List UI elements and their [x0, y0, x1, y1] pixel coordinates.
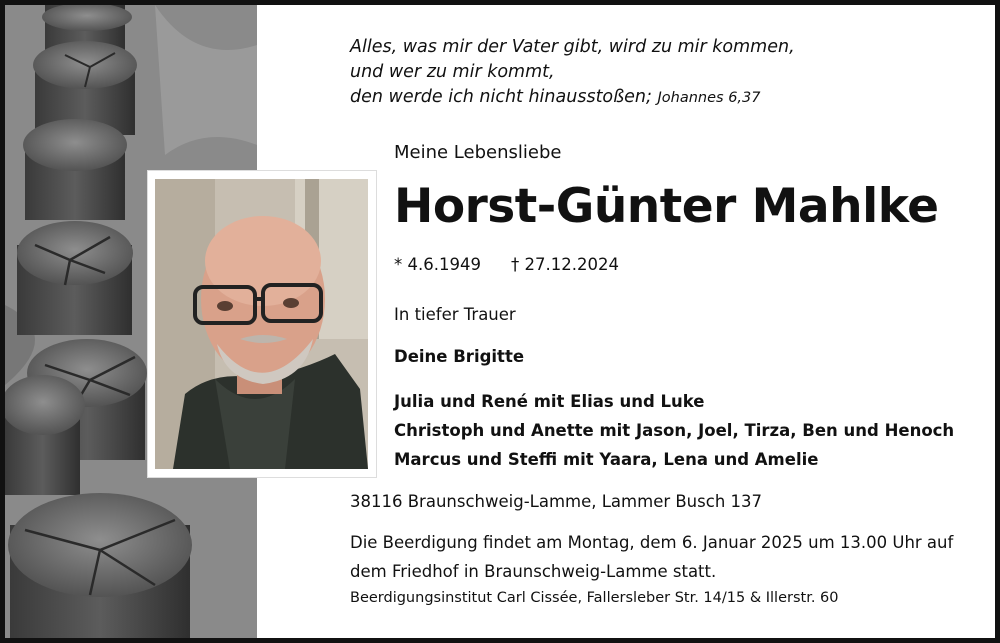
mourner-line: Christoph und Anette mit Jason, Joel, Tirza, Ben und Henoch: [394, 421, 955, 440]
bible-verse: [350, 35, 795, 111]
verse-line-1: Alles, was mir der Vater gibt, wird zu mir kommen,: [350, 37, 795, 57]
life-dates: [394, 255, 619, 274]
verse-line-2: und wer zu mir kommt,: [350, 62, 555, 82]
mourning-line: In tiefer Trauer: [394, 305, 516, 324]
intro-text: Meine Lebensliebe: [394, 142, 562, 163]
death-date: † 27.12.2024: [510, 255, 619, 274]
portrait-photo: [155, 179, 368, 469]
verse-line-3-text: den werde ich nicht hinausstoßen;: [350, 87, 652, 107]
portrait-frame: [148, 171, 376, 477]
mourner-line: Julia und René mit Elias und Luke: [394, 392, 705, 411]
mourner-line: Marcus und Steffi mit Yaara, Lena und Amelie: [394, 450, 819, 469]
mourner-line: Deine Brigitte: [394, 347, 525, 366]
portrait-graphic: [155, 179, 368, 469]
birth-date: * 4.6.1949: [394, 255, 481, 274]
deceased-name: Horst-Günter Mahlke: [394, 179, 939, 234]
funeral-home: Beerdigungsinstitut Carl Cissée, Fallersleber Str. 14/15 & Illerstr. 60: [350, 590, 839, 606]
verse-reference: Johannes 6,37: [657, 90, 761, 106]
family-address: 38116 Braunschweig-Lamme, Lammer Busch 137: [350, 492, 763, 511]
burial-notice: Die Beerdigung findet am Montag, dem 6. Januar 2025 um 13.00 Uhr auf dem Friedhof in Braunschweig-Lamme statt.: [350, 533, 954, 581]
verse-line-3: [350, 85, 795, 111]
